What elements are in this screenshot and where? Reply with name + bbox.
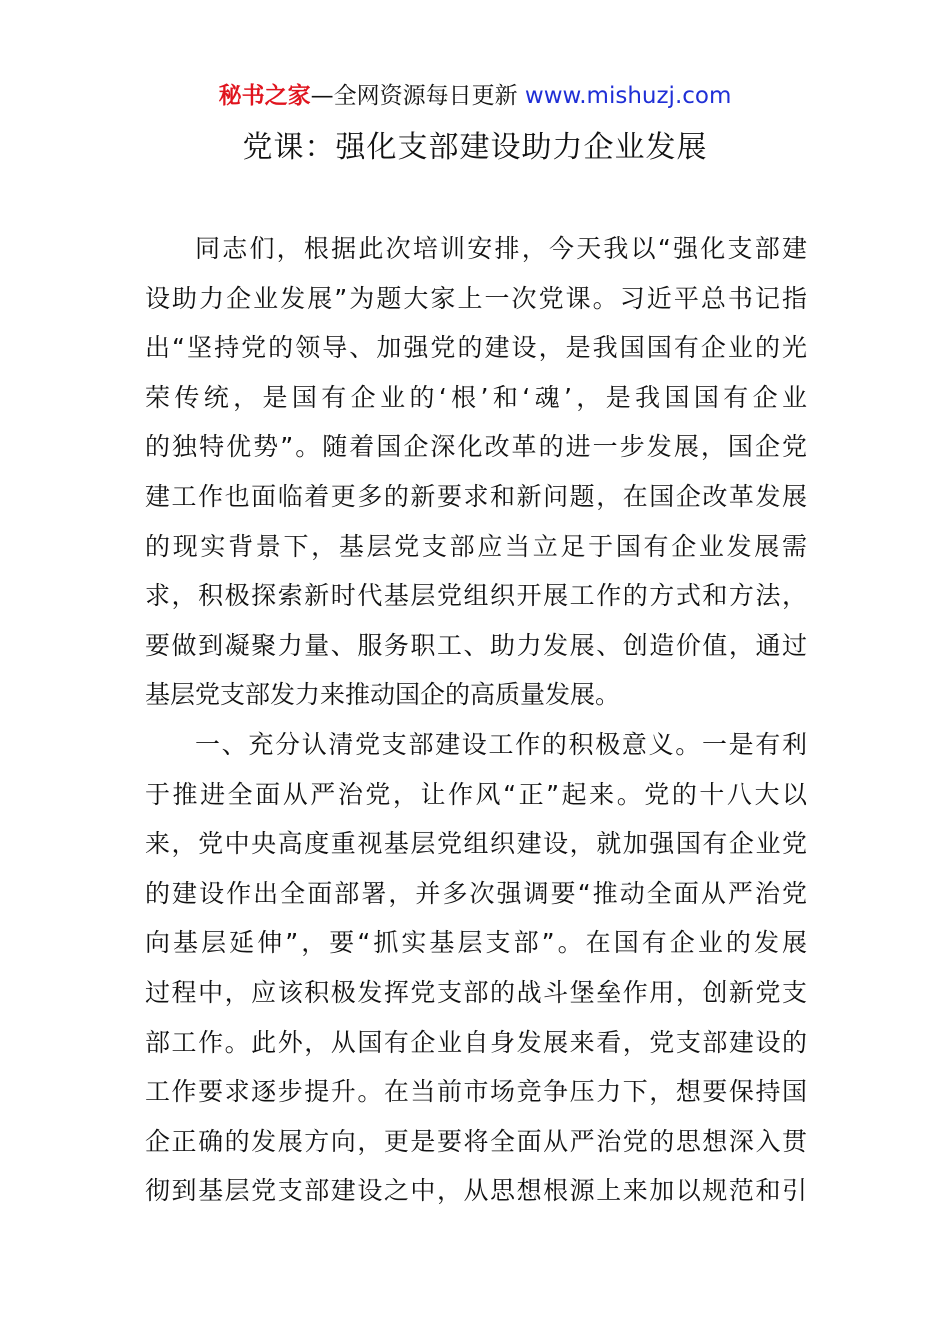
document-title: 党课：强化支部建设助力企业发展 — [242, 130, 708, 165]
site-url: www.mishuzj.com — [524, 83, 732, 109]
paragraph-line: 的建设作出全面部署，并多次强调要“推动全面从严治党 — [145, 878, 807, 908]
paragraph-line: 建工作也面临着更多的新要求和新问题，在国企改革发展 — [145, 481, 807, 511]
paragraph-line: 彻到基层党支部建设之中，从思想根源上来加以规范和引 — [145, 1176, 807, 1206]
paragraph-line: 工作要求逐步提升。在当前市场竞争压力下，想要保持国 — [145, 1077, 807, 1107]
paragraph-line: 荣传统，是国有企业的‘根’和‘魂’，是我国国有企业 — [145, 382, 807, 412]
paragraph-line: 同志们，根据此次培训安排，今天我以“强化支部建 — [195, 234, 807, 263]
paragraph-line: 求，积极探索新时代基层党组织开展工作的方式和方法， — [145, 581, 807, 611]
document-body — [145, 224, 807, 1216]
paragraph-line: 过程中，应该积极发挥党支部的战斗堡垒作用，创新党支 — [145, 977, 807, 1007]
paragraph-line: 来，党中央高度重视基层党组织建设，就加强国有企业党 — [145, 829, 807, 859]
site-header — [0, 80, 950, 112]
paragraph-line: 企正确的发展方向，更是要将全面从严治党的思想深入贯 — [145, 1126, 807, 1156]
paragraph-line: 设助力企业发展”为题大家上一次党课。习近平总书记指 — [145, 283, 807, 313]
brand-name: 秘书之家 — [218, 83, 311, 109]
site-slogan: —全网资源每日更新 — [310, 83, 518, 109]
paragraph-line: 向基层延伸”，要“抓实基层支部”。在国有企业的发展 — [145, 928, 807, 958]
paragraph-line: 基层党支部发力来推动国企的高质量发展。 — [145, 680, 621, 710]
paragraph-line: 出“坚持党的领导、加强党的建设，是我国国有企业的光 — [145, 333, 807, 363]
paragraph-line: 的独特优势”。随着国企深化改革的进一步发展，国企党 — [145, 432, 807, 462]
paragraph-line: 的现实背景下，基层党支部应当立足于国有企业发展需 — [145, 531, 807, 561]
paragraph-line: 于推进全面从严治党，让作风“正”起来。党的十八大以 — [145, 779, 807, 809]
paragraph-line: 要做到凝聚力量、服务职工、助力发展、创造价值，通过 — [145, 630, 807, 660]
paragraph-line: 部工作。此外，从国有企业自身发展来看，党支部建设的 — [145, 1027, 807, 1057]
paragraph-line: 一、充分认清党支部建设工作的积极意义。一是有利 — [195, 729, 807, 759]
